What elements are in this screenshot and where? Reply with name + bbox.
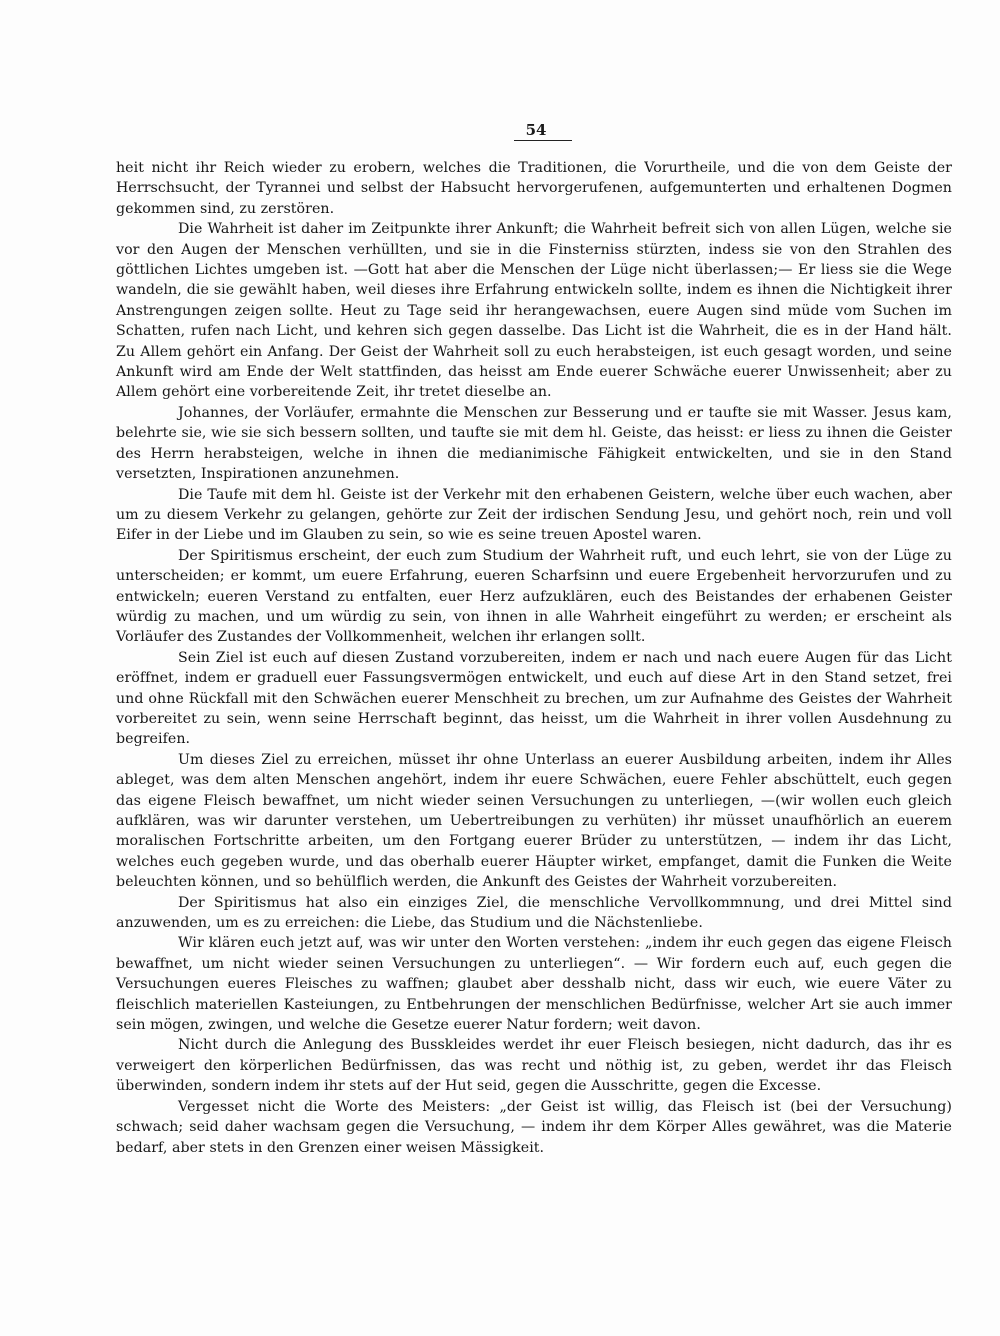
paragraph: Sein Ziel ist euch auf diesen Zustand vorzubereiten, indem er nach und nach euere Augen für das Licht eröffnet, indem er graduell euer Fassungsvermögen entwickelt, und euch auf diese Art in den Stand setzet, frei und ohne Rückfall mit den Schwächen euerer Menschheit zu brechen, um zur Aufnahme des Geistes der Wahrheit vorbereitet zu sein, wenn seine Herrschaft beginnt, das heisst, um die Wahrheit in ihrer vollen Ausdehnung zu begreifen. [116,649,952,748]
text-body [116,158,952,1158]
paragraph: Die Taufe mit dem hl. Geiste ist der Verkehr mit den erhabenen Geistern, welche über euch wachen, aber um zu diesem Verkehr zu gelangen, gehörte zur Zeit der irdischen Sendung Jesu, und gehört noch, rein und voll Eifer in der Liebe und im Glauben zu sein, so wie es seine treuen Apostel waren. [116,486,952,544]
paragraph: Der Spiritismus hat also ein einziges Ziel, die menschliche Vervollkommnung, und drei Mittel sind anzuwenden, um es zu erreichen: die Liebe, das Studium und die Nächstenliebe. [116,894,952,932]
paragraph-continued: heit nicht ihr Reich wieder zu erobern, welches die Traditionen, die Vorurtheile, und die von dem Geiste der Herrschsucht, der Tyrannei und selbst der Habsucht hervorgerufenen, aufgemunterten und erhaltenen Dogmen gekommen sind, zu zerstören. [116,160,952,217]
paragraph: Johannes, der Vorläufer, ermahnte die Menschen zur Besserung und er taufte sie mit Wasser. Jesus kam, belehrte sie, wie sie sich bessern sollten, und taufte sie mit dem hl. Geiste, das heisst: er liess zu ihnen die Geister des Herrn herabsteigen, welche in ihnen die medianimische Fähigkeit entwickelten, und sie in den Stand versetzten, Inspirationen anzunehmen. [116,404,952,483]
paragraph: Vergesset nicht die Worte des Meisters: „der Geist ist willig, das Fleisch ist (bei der Versuchung) schwach; seid daher wachsam gegen die Versuchung, — indem ihr dem Körper Alles gewähret, was die Materie bedarf, aber stets in den Grenzen einer weisen Mässigkeit. [116,1098,952,1156]
page-number-rule [514,140,572,141]
paragraph: Der Spiritismus erscheint, der euch zum Studium der Wahrheit ruft, und euch lehrt, sie von der Lüge zu unterscheiden; er kommt, um euere Erfahrung, eueren Scharfsinn und euere Ergebenheit hervorzurufen und zu entwickeln; eueren Verstand zu entfalten, euer Herz aufzuklären, euch des Beistandes der erhabenen Geister würdig zu machen, und um würdig zu sein, von ihnen in alle Wahrheit eingeführt zu werden; er erscheint als Vorläufer des Zustandes der Vollkommenheit, welchen ihr erlangen sollt. [116,547,952,646]
paragraph: Die Wahrheit ist daher im Zeitpunkte ihrer Ankunft; die Wahrheit befreit sich von allen Lügen, welche sie vor den Augen der Menschen verhüllten, und sie in die Finsterniss stürzten, indess sie von den Strahlen des göttlichen Lichtes umgeben ist. —Gott hat aber die Menschen der Lüge nicht überlassen;— Er liess sie die Wege wandeln, die sie gewählt haben, weil dieses ihre Erfahrung entwickeln sollte, indem es ihnen die Nichtigkeit ihrer Anstrengungen zeigen sollte. Heut zu Tage seid ihr herangewachsen, euere Augen sind müde vom Suchen im Schatten, rufen nach Licht, und kehren sich gegen dasselbe. Das Licht ist die Wahrheit, die es in der Hand hält. Zu Allem gehört ein Anfang. Der Geist der Wahrheit soll zu euch herabsteigen, ist euch gesagt worden, und seine Ankunft wird am Ende der Welt stattfinden, das heisst am Ende euerer Schwäche euerer Unwissenheit; aber zu Allem gehört eine vorbereitende Zeit, ihr tretet dieselbe an. [116,221,952,401]
paragraph: Wir klären euch jetzt auf, was wir unter den Worten verstehen: „indem ihr euch gegen das eigene Fleisch bewaffnet, um nicht wieder seinen Versuchungen zu unterliegen“. — Wir fordern euch auf, euch gegen die Versuchungen eueres Fleisches zu waffnen; glaubet aber desshalb nicht, dass wir euch, wie euere Väter zu fleischlich materiellen Kasteiungen, zu Entbehrungen der menschlichen Bedürfnisse, welcher Art sie auch immer sein mögen, zwingen, und welche die Gesetze euerer Natur fordern; weit davon. [116,935,952,1034]
paragraph: Nicht durch die Anlegung des Busskleides werdet ihr euer Fleisch besiegen, nicht dadurch, das ihr es verweigert den körperlichen Bedürfnissen, das was recht und nöthig ist, zu geben, werdet ihr das Fleisch überwinden, sondern indem ihr stets auf der Hut seid, gegen die Ausschritte, gegen die Excesse. [116,1037,952,1095]
paragraph: Um dieses Ziel zu erreichen, müsset ihr ohne Unterlass an euerer Ausbildung arbeiten, indem ihr Alles ableget, was dem alten Menschen angehört, indem ihr euere Schwächen, euere Fehler abschüttelt, euch gegen das eigene Fleisch bewaffnet, um nicht wieder seinen Versuchungen zu unterliegen, —(wir wollen euch gleich aufklären, was wir darunter verstehen, um Uebertreibungen zu verhüten) ihr müsset unaufhörlich an euerem moralischen Fortschritte arbeiten, um den Fortgang euerer Brüder zu unterstützen, — indem ihr das Licht, welches euch gegeben wurde, und das oberhalb euerer Häupter wirket, empfanget, damit die Funken die Weite beleuchten können, und so behülflich werden, die Ankunft des Geistes der Wahrheit vorzubereiten. [116,751,952,891]
page-number: 54 [525,121,547,139]
